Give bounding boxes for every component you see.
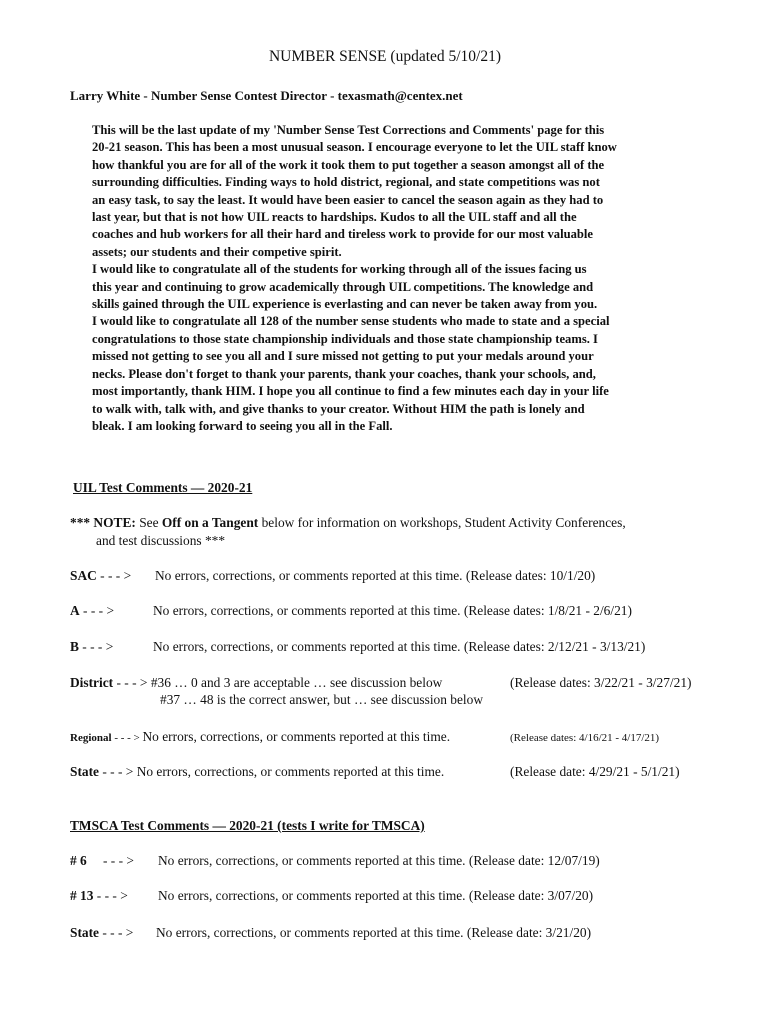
- row-label: District: [70, 675, 114, 690]
- uil-row-regional: [70, 729, 450, 745]
- note-text: See: [135, 515, 162, 530]
- row-label: Regional: [70, 732, 112, 744]
- row-label: State: [70, 925, 100, 940]
- uil-section-heading: UIL Test Comments — 2020-21: [73, 480, 253, 495]
- uil-note-line2: and test discussions ***: [96, 533, 226, 548]
- row-text: No errors, corrections, or comments reported at this time. (Release date: 3/07/20): [158, 888, 594, 903]
- page-title: NUMBER SENSE (updated 5/10/21): [268, 48, 502, 65]
- row-text: No errors, corrections, or comments reported at this time. (Release date: 3/21/20): [156, 925, 592, 940]
- message-line: last year, but that is not how UIL reacts to hardships. Kudos to all the UIL staff and all the: [92, 210, 577, 225]
- row-text: No errors, corrections, or comments reported at this time.: [142, 729, 451, 744]
- uil-row-sac: [70, 568, 131, 584]
- tmsca-row-6: [70, 853, 87, 869]
- release-dates: (Release dates: 3/22/21 - 3/27/21): [510, 675, 692, 690]
- row-arrow: - - - >: [93, 888, 128, 903]
- row-arrow: - - - >: [99, 925, 134, 940]
- row-text: No errors, corrections, or comments reported at this time. (Release dates: 2/12/21 - 3/13/21): [153, 639, 646, 654]
- message-line: 20-21 season. This has been a most unusual season. I encourage everyone to let the UIL staff know: [92, 140, 617, 155]
- uil-row-district: [70, 675, 442, 691]
- message-line: This will be the last update of my 'Number Sense Test Corrections and Comments' page for this: [92, 123, 605, 137]
- uil-row-state: [70, 764, 444, 780]
- tmsca-section-heading: TMSCA Test Comments — 2020-21 (tests I write for TMSCA): [70, 818, 425, 833]
- message-line: missed not getting to see you all and I sure missed not getting to put your medals around your: [92, 349, 594, 364]
- row-arrow: - - - >: [99, 764, 137, 779]
- row-label: B: [70, 639, 79, 654]
- row-arrow: - - - >: [113, 675, 151, 690]
- message-line: coaches and hub workers for all their hard and tireless work to provide for our most valuable: [92, 227, 593, 242]
- director-message: [92, 122, 732, 435]
- row-text: No errors, corrections, or comments reported at this time. (Release date: 12/07/19): [158, 853, 600, 868]
- row-label: # 13: [70, 888, 94, 903]
- row-text-line2: #37 … 48 is the correct answer, but … see discussion below: [160, 692, 484, 707]
- message-line: necks. Please don't forget to thank your parents, thank your coaches, thank your schools, and,: [92, 366, 596, 381]
- message-line: surrounding difficulties. Finding ways to hold district, regional, and state competitions was not: [92, 175, 600, 190]
- note-prefix: *** NOTE:: [70, 515, 136, 530]
- uil-note: [70, 515, 626, 531]
- message-line: skills gained through the UIL experience is everlasting and can never be taken away from you.: [92, 297, 598, 312]
- message-line: I would like to congratulate all of the students for working through all of the issues facing us: [92, 262, 587, 277]
- row-arrow: - - - >: [96, 568, 132, 583]
- row-text: No errors, corrections, or comments reported at this time.: [136, 764, 445, 779]
- release-dates: (Release date: 4/29/21 - 5/1/21): [510, 764, 680, 779]
- row-label: A: [70, 603, 80, 618]
- message-line: bleak. I am looking forward to seeing you all in the Fall.: [92, 418, 393, 433]
- row-arrow: - - - >: [79, 603, 114, 618]
- uil-row-b: [70, 639, 113, 655]
- row-arrow: - - - >: [111, 732, 143, 744]
- message-line: assets; our students and their competive spirit.: [92, 244, 342, 259]
- off-on-a-tangent-link[interactable]: Off on a Tangent: [161, 515, 259, 530]
- row-label: SAC: [70, 568, 97, 583]
- tmsca-row-state: [70, 925, 133, 941]
- note-text: below for information on workshops, Student Activity Conferences,: [258, 515, 626, 530]
- row-text: No errors, corrections, or comments reported at this time. (Release dates: 10/1/20): [155, 568, 596, 583]
- message-line: to walk with, talk with, and give thanks to your creator. Without HIM the path is lonely and: [92, 401, 585, 416]
- release-dates: (Release dates: 4/16/21 - 4/17/21): [510, 732, 660, 744]
- row-label: State: [70, 764, 100, 779]
- row-text: No errors, corrections, or comments reported at this time. (Release dates: 1/8/21 - 2/6/21): [153, 603, 632, 618]
- message-line: I would like to congratulate all 128 of the number sense students who made to state and a special: [92, 314, 610, 329]
- tmsca-row-13: [70, 888, 128, 904]
- message-line: congratulations to those state championship individuals and those state championship teams. I: [92, 331, 598, 346]
- message-line: an easy task, to say the least. It would have been easier to cancel the season again as they had to: [92, 192, 604, 207]
- row-label: # 6: [70, 853, 87, 868]
- row-arrow: - - - >: [103, 853, 134, 868]
- uil-row-a: [70, 603, 114, 619]
- message-line: how thankful you are for all of the work it took them to put together a season amongst all of the: [92, 157, 605, 172]
- author-line: Larry White - Number Sense Contest Director - texasmath@centex.net: [70, 88, 463, 103]
- row-arrow: - - - >: [78, 639, 114, 654]
- message-line: this year and continuing to grow academically through UIL competitions. The knowledge and: [92, 279, 594, 294]
- message-line: most importantly, thank HIM. I hope you all continue to find a few minutes each day in your life: [92, 384, 609, 399]
- row-text: #36 … 0 and 3 are acceptable … see discussion below: [150, 675, 443, 690]
